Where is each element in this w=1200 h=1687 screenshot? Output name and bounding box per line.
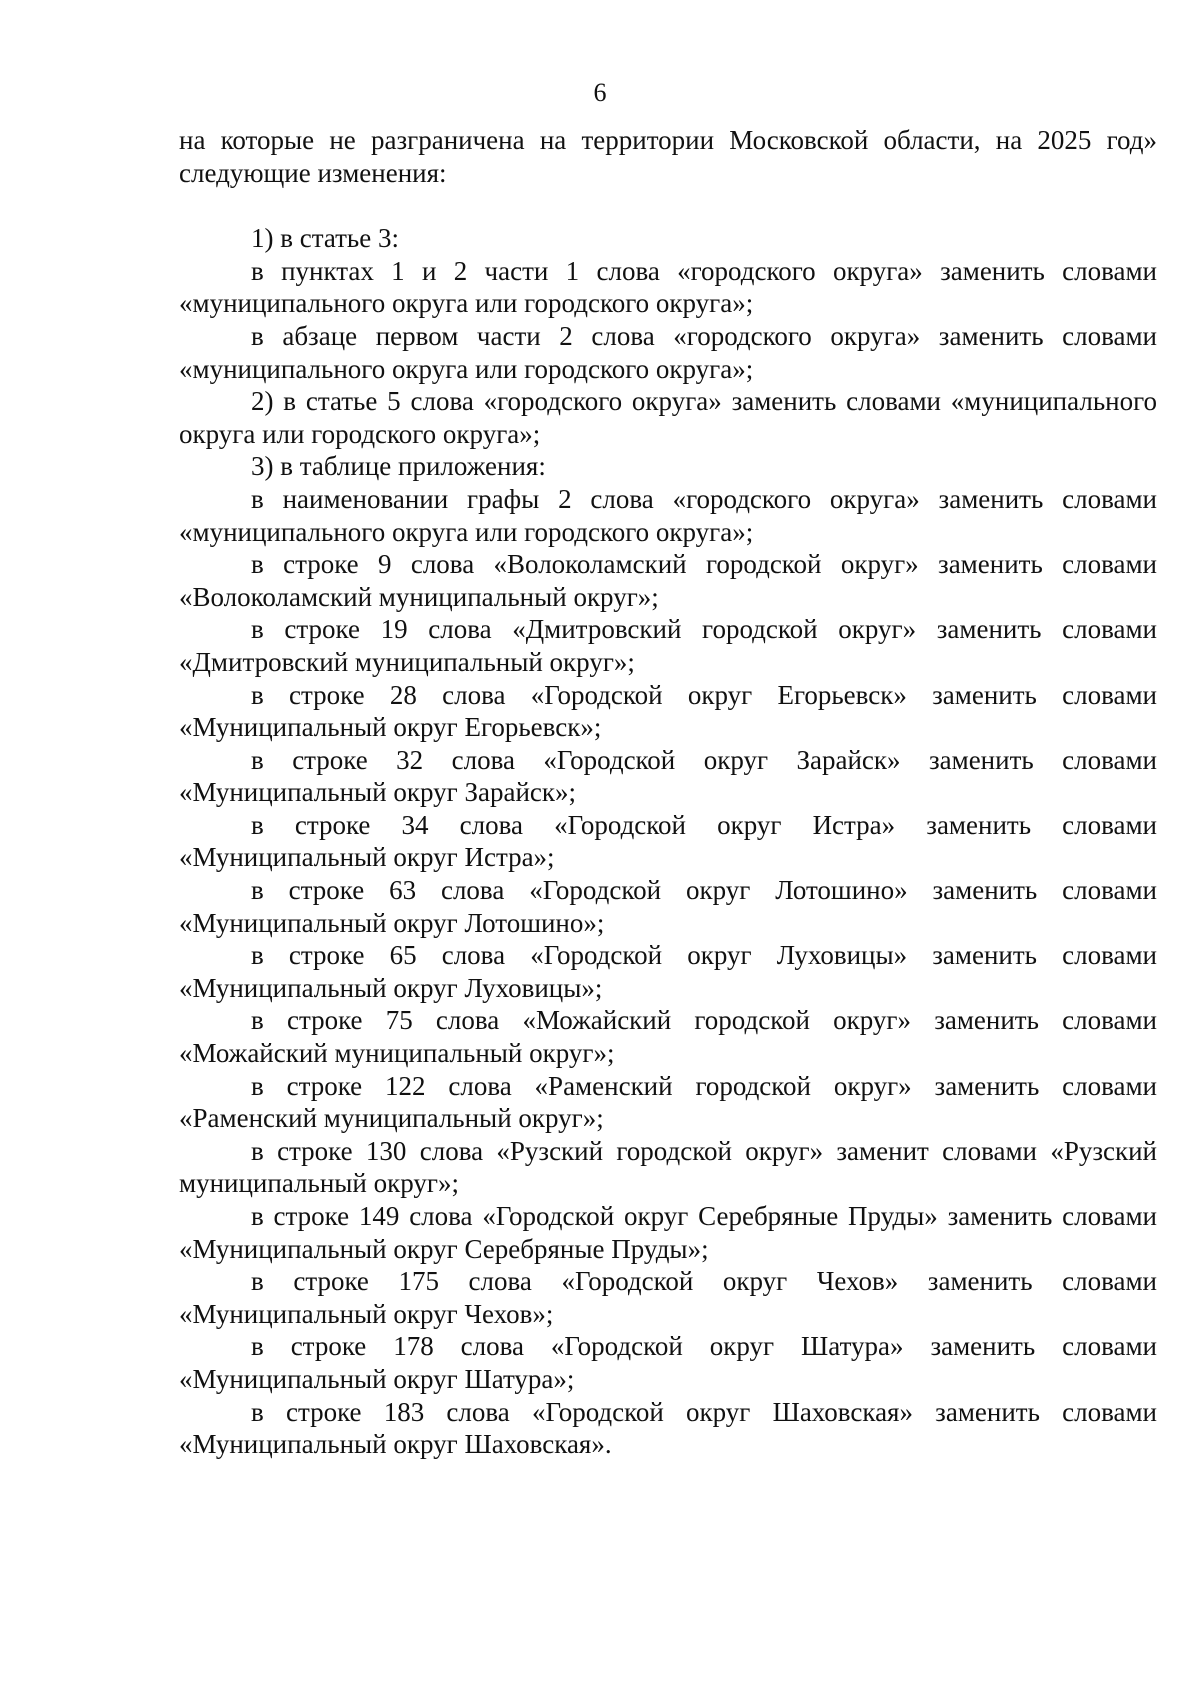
paragraph-row-change: в строке 130 слова «Рузский городской округ» заменит словами «Рузский муниципальный округ»; <box>179 1135 1157 1199</box>
paragraph-item-1: 1) в статье 3: <box>251 223 399 254</box>
paragraph-row-change: в строке 178 слова «Городской округ Шатура» заменить словами «Муниципальный округ Шатура»; <box>179 1331 1157 1394</box>
paragraph-row-change: в строке 28 слова «Городской округ Егорьевск» заменить словами «Муниципальный округ Егорьевск»; <box>179 679 1157 743</box>
paragraph-row-change: в строке 19 слова «Дмитровский городской округ» заменить словами «Дмитровский муниципальный округ»; <box>179 614 1157 677</box>
paragraph-row-change: в строке 32 слова «Городской округ Зарайск» заменить словами «Муниципальный округ Зарайск»; <box>179 744 1157 808</box>
document-body <box>179 124 1157 1461</box>
paragraph-item-2: 2) в статье 5 слова «городского округа» заменить словами «муниципального округа или городского округа»; <box>179 386 1157 449</box>
paragraph: в пунктах 1 и 2 части 1 слова «городского округа» заменить словами «муниципального округа или городского округа»; <box>179 255 1157 319</box>
paragraph-item-3: 3) в таблице приложения: <box>251 451 546 482</box>
paragraph-row-change: в строке 183 слова «Городской округ Шаховская» заменить словами «Муниципальный округ Шаховская». <box>179 1396 1157 1460</box>
paragraph-row-change: в строке 122 слова «Раменский городской округ» заменить словами «Раменский муниципальный округ»; <box>179 1070 1157 1134</box>
paragraph-row-change: в строке 75 слова «Можайский городской округ» заменить словами «Можайский муниципальный округ»; <box>179 1005 1157 1069</box>
paragraph-row-change: в строке 34 слова «Городской округ Истра» заменить словами «Муниципальный округ Истра»; <box>179 809 1157 873</box>
paragraph-row-change: в строке 9 слова «Волоколамский городской округ» заменить словами «Волоколамский муниципальный округ»; <box>179 549 1157 612</box>
paragraph-row-change: в строке 175 слова «Городской округ Чехов» заменить словами «Муниципальный округ Чехов»; <box>179 1266 1157 1329</box>
paragraph-row-change: в строке 149 слова «Городской округ Серебряные Пруды» заменить словами «Муниципальный округ Серебряные Пруды»; <box>179 1201 1157 1264</box>
paragraph-intro: на которые не разграничена на территории Московской области, на 2025 год» следующие изменения: <box>179 125 1157 188</box>
paragraph: в наименовании графы 2 слова «городского округа» заменить словами «муниципального округа или городского округа»; <box>179 483 1157 547</box>
paragraph-row-change: в строке 65 слова «Городской округ Луховицы» заменить словами «Муниципальный округ Луховицы»; <box>179 940 1157 1003</box>
paragraph: в абзаце первом части 2 слова «городского округа» заменить словами «муниципального округа или городского округа»; <box>179 320 1157 384</box>
paragraph-row-change: в строке 63 слова «Городской округ Лотошино» заменить словами «Муниципальный округ Лотошино»; <box>179 875 1157 938</box>
page-number: 6 <box>593 78 607 107</box>
